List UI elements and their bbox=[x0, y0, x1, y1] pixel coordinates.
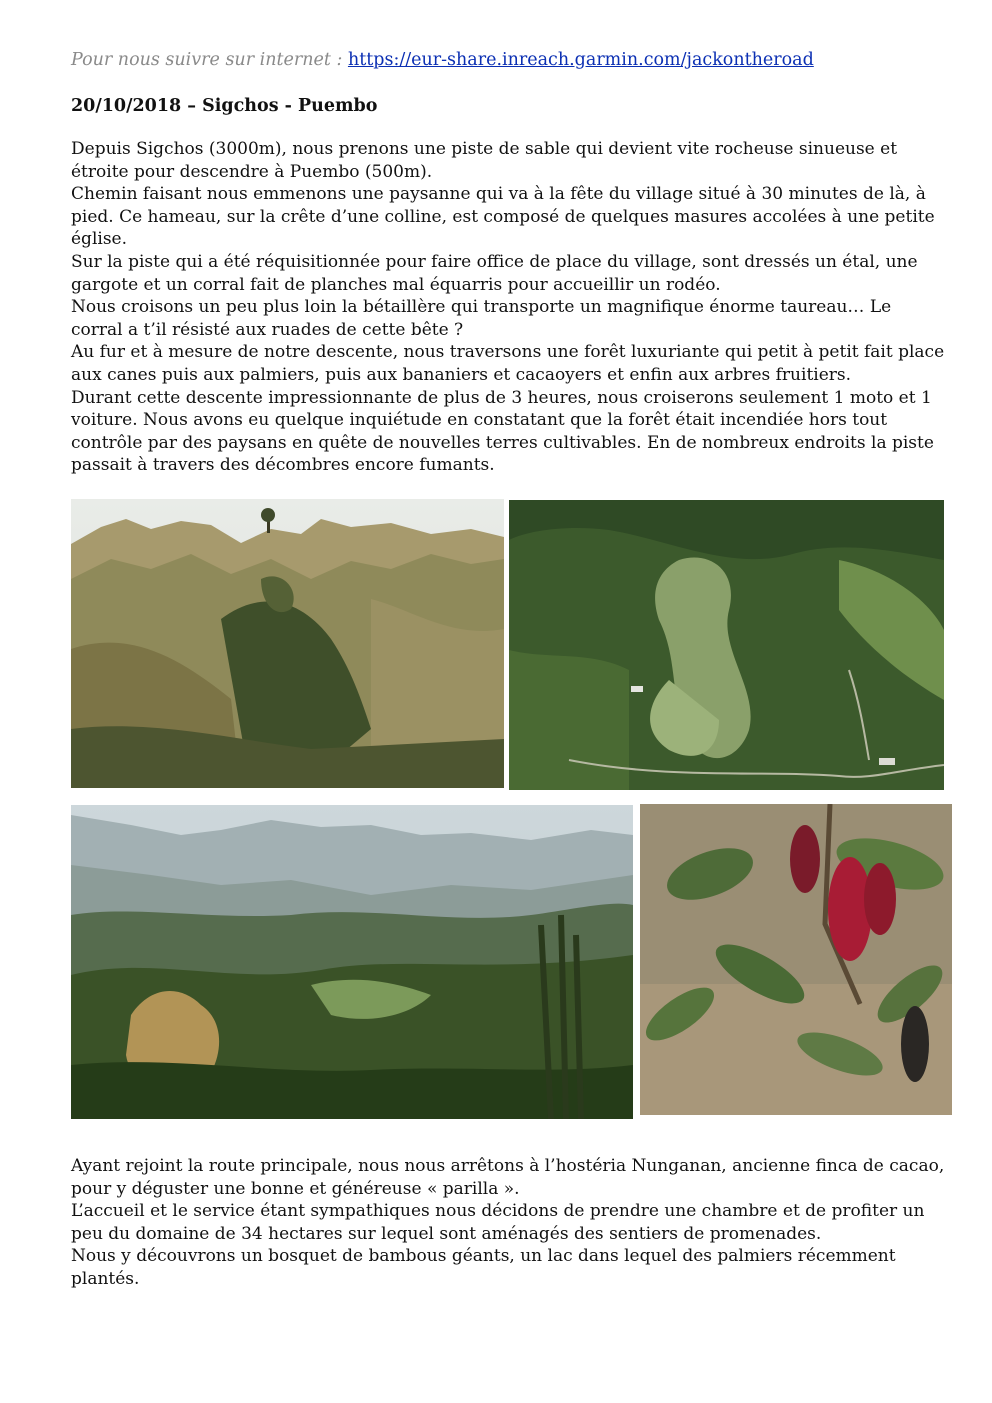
paragraph: Nous y découvrons un bosquet de bambous géants, un lac dans lequel des palmiers récemment plantés. bbox=[71, 1246, 896, 1289]
follow-line bbox=[71, 46, 951, 74]
follow-prefix: Pour nous suivre sur internet : bbox=[71, 50, 348, 70]
paragraph: Depuis Sigchos (3000m), nous prenons une piste de sable qui devient vite rocheuse sinueuse et étroite pour descendre à Puembo (500m). bbox=[71, 139, 898, 182]
tracking-link[interactable]: https://eur-share.inreach.garmin.com/jackontheroad bbox=[347, 50, 814, 70]
photo-forest-valley bbox=[509, 500, 944, 790]
intro-text bbox=[71, 138, 946, 477]
paragraph: L’accueil et le service étant sympathiques nous décidons de prendre une chambre et de profiter un peu du domaine de 34 hectares sur lequel sont aménagés des sentiers de promenades. bbox=[71, 1201, 925, 1244]
paragraph: Durant cette descente impressionnante de plus de 3 heures, nous croiserons seulement 1 moto et 1 voiture. Nous avons eu quelque inquiétude en constatant que la forêt était incendiée hors tout contrôle par des paysans en quête de nouvelles terres cultivables. En de nombreux endroits la piste passait à travers des décombres encore fumants. bbox=[71, 387, 934, 476]
paragraph: Au fur et à mesure de notre descente, nous traversons une forêt luxuriante qui petit à petit fait place aux canes puis aux palmiers, puis aux bananiers et cacaoyers et enfin aux arbres fruitiers. bbox=[71, 342, 945, 385]
page-content bbox=[71, 46, 951, 477]
paragraph: Sur la piste qui a été réquisitionnée pour faire office de place du village, sont dressés un étal, une gargote et un corral fait de planches mal équarris pour accueillir un rodéo. bbox=[71, 251, 918, 295]
page-title: 20/10/2018 – Sigchos - Puembo bbox=[71, 96, 378, 116]
paragraph: Chemin faisant nous emmenons une paysanne qui va à la fête du village situé à 30 minutes de là, à pied. Ce hameau, sur la crête d’une colline, est composé de quelques masures accolées à une petite église. bbox=[71, 184, 935, 250]
photo-misty-mountains bbox=[71, 805, 633, 1119]
closing-text bbox=[71, 1155, 946, 1291]
paragraph: Nous croisons un peu plus loin la bétaillère qui transporte un magnifique énorme taureau… Le corral a t’il résisté aux ruades de cette bête ? bbox=[71, 297, 892, 340]
paragraph: Ayant rejoint la route principale, nous nous arrêtons à l’hostéria Nunganan, ancienne finca de cacao, pour y déguster une bonne et généreuse « parilla ». bbox=[71, 1156, 945, 1199]
photo-cacao-pods bbox=[640, 804, 952, 1115]
photo-dry-hills bbox=[71, 499, 504, 788]
